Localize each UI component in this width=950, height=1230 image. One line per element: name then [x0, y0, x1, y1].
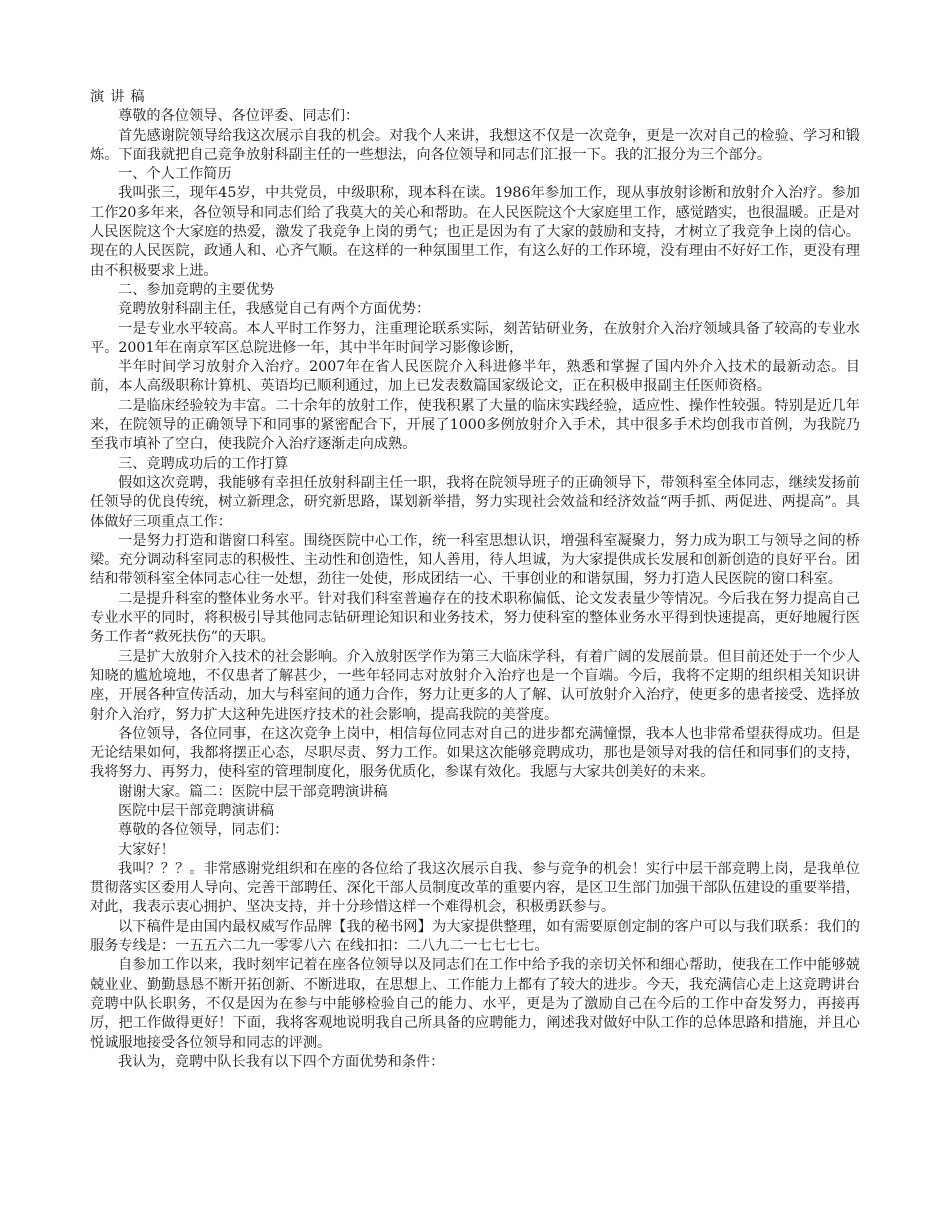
paragraph: 我叫张三，现年45岁，中共党员，中级职称，现本科在读。1986年参加工作，现从事放射诊断和放射介入治疗。参加工作20多年来，各位领导和同志们给了我莫大的关心和帮助。在人民医院这个大家庭里工作，感觉踏实，也很温暖。正是对人民医院这个大家庭的热爱，激发了我竞争上岗的勇气；也正是因为有了大家的鼓励和支持，才树立了我竞争上岗的信心。现在的人民医院，政通人和、心齐气顺。在这样的一种氛围里工作，有这么好的工作环境，没有理由不好好工作，更没有理由不积极要求上进。: [90, 185, 860, 279]
document-page: [90, 88, 860, 1072]
paragraph: 各位领导，各位同事，在这次竞争上岗中，相信每位同志对自己的进步都充满憧憬，我本人也非常希望获得成功。但是无论结果如何，我都将摆正心态，尽职尽责、努力工作。如果这次能够竞聘成功，那也是领导对我的信任和同事们的支持，我将努力、再努力，使科室的管理制度化，服务优质化，参谋有效化。我愿与大家共创美好的未来。: [90, 725, 860, 781]
section-heading: 二、参加竞聘的主要优势: [118, 281, 275, 298]
paragraph: 一是专业水平较高。本人平时工作努力，注重理论联系实际，刻苦钻研业务，在放射介入治疗领域具备了较高的专业水平。2001年在南京军区总院进修一年，其中半年时间学习影像诊断，: [90, 320, 860, 356]
paragraph: 半年时间学习放射介入治疗。2007年在省人民医院介入科进修半年，熟悉和掌握了国内外介入技术的最新动态。目前，本人高级职称计算机、英语均已顺利通过，加上已发表数篇国家级论文，正在积极申报副主任医师资格。: [90, 359, 860, 395]
document-title: 演讲稿: [90, 89, 151, 105]
section-heading: 三、竞聘成功后的工作打算: [118, 455, 289, 472]
paragraph: 竞聘放射科副主任，我感觉自己有两个方面优势：: [118, 301, 431, 318]
paragraph: 二是临床经验较为丰富。二十余年的放射工作，使我积累了大量的临床实践经验，适应性、操作性较强。特别是近几年来，在院领导的正确领导下和同事的紧密配合下，开展了1000多例放射介入手术，其中很多手术均创我市首例，为我院乃至我市填补了空白，使我院介入治疗逐渐走向成熟。: [90, 397, 860, 453]
paragraph: 二是提升科室的整体业务水平。针对我们科室普遍存在的技术职称偏低、论文发表量少等情况。今后我在努力提高自己专业水平的同时，将积极引导其他同志钻研理论知识和业务技术，努力使科室的整体业务水平得到快速提高，更好地履行医务工作者“救死扶伤”的天职。: [90, 590, 860, 646]
paragraph: 首先感谢院领导给我这次展示自我的机会。对我个人来讲，我想这不仅是一次竞争，更是一次对自己的检验、学习和锻炼。下面我就把自己竞争放射科副主任的一些想法，向各位领导和同志们汇报一下。我的汇报分为三个部分。: [90, 127, 860, 163]
paragraph: 我认为，竞聘中队长我有以下四个方面优势和条件：: [118, 1053, 445, 1070]
section-heading: 一、个人工作简历: [118, 166, 232, 183]
greeting: 大家好！: [118, 841, 175, 858]
subtitle: 医院中层干部竞聘演讲稿: [118, 802, 275, 819]
paragraph: 我叫？？？。非常感谢党组织和在座的各位给了我这次展示自我、参与竞争的机会！实行中层干部竞聘上岗，是我单位贯彻落实区委用人导向、完善干部聘任、深化干部人员制度改革的重要内容，是区卫生部门加强干部队伍建设的重要举措，对此，我表示衷心拥护、坚决支持，并十分珍惜这样一个难得机会，积极勇跃参与。: [90, 860, 860, 916]
paragraph: 三是扩大放射介入技术的社会影响。介入放射医学作为第三大临床学科，有着广阔的发展前景。但目前还处于一个少人知晓的尴尬境地，不仅患者了解甚少，一些年轻同志对放射介入治疗也是一个盲端。今后，我将不定期的组织相关知识讲座，开展各种宣传活动，加大与科室间的通力合作，努力让更多的人了解、认可放射介入治疗，使更多的患者接受、选择放射介入治疗，努力扩大这种先进医疗技术的社会影响，提高我院的美誉度。: [90, 648, 860, 723]
salutation: 尊敬的各位领导、各位评委、同志们：: [118, 108, 360, 125]
paragraph: 一是努力打造和谐窗口科室。围绕医院中心工作，统一科室思想认识，增强科室凝聚力，努力成为职工与领导之间的桥梁。充分调动科室同志的积极性、主动性和创造性，知人善用，待人坦诚，为大家提供成长发展和创新创造的良好平台。团结和带领科室全体同志心往一处想，劲往一处使，形成团结一心、干事创业的和谐氛围，努力打造人民医院的窗口科室。: [90, 532, 860, 588]
paragraph: 谢谢大家。篇二：医院中层干部竞聘演讲稿: [118, 783, 388, 800]
paragraph: 假如这次竞聘，我能够有幸担任放射科副主任一职，我将在院领导班子的正确领导下，带领科室全体同志，继续发扬前任领导的优良传统，树立新理念，研究新思路，谋划新举措，努力实现社会效益和经济效益“两手抓、两促进、两提高”。具体做好三项重点工作：: [90, 474, 860, 530]
paragraph: 以下稿件是由国内最权威写作品牌【我的秘书网】为大家提供整理，如有需要原创定制的客户可以与我们联系：我们的服务专线是：一五五六二九一零零八六 在线扣扣：二八九二一七七七七。: [90, 918, 860, 955]
salutation: 尊敬的各位领导，同志们：: [118, 822, 289, 839]
paragraph: 自参加工作以来，我时刻牢记着在座各位领导以及同志们在工作中给予我的亲切关怀和细心帮助，使我在工作中能够兢兢业业、勤勤恳恳不断开拓创新、不断进取，在思想上、工作能力上都有了较大的进步。今天，我充满信心走上这竞聘讲台竞聘中队长职务，不仅是因为在参与中能够检验自己的能力、水平，更是为了激励自己在今后的工作中奋发努力，再接再厉，把工作做得更好！下面，我将客观地说明我自己所具备的应聘能力，阐述我对做好中队工作的总体思路和措施，并且心悦诚服地接受各位领导和同志的评测。: [90, 957, 860, 1051]
